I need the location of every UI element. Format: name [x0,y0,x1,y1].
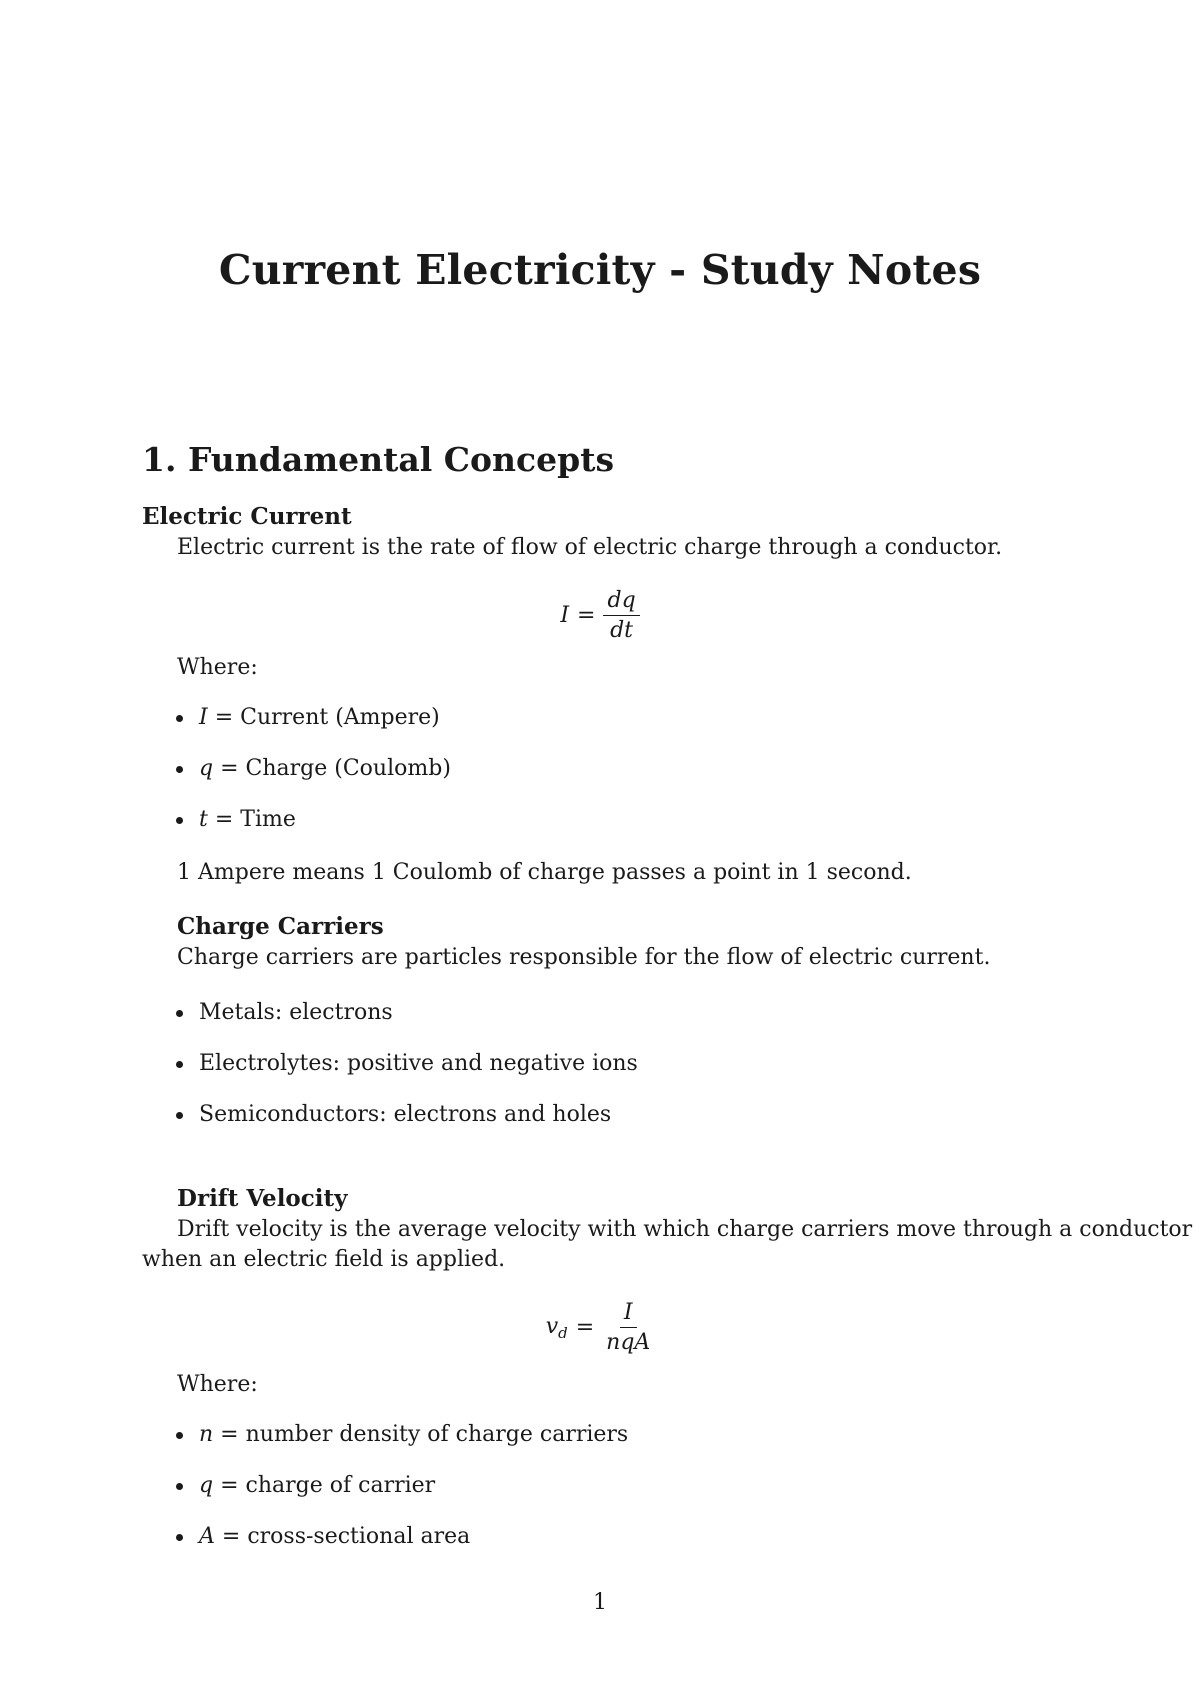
drift-variables-list [176,1420,628,1573]
drift-velocity-definition-line2: when an electric field is applied. [142,1247,506,1272]
electric-current-definition: Electric current is the rate of flow of electric charge through a conductor. [177,535,1003,560]
variable-meaning: number density of charge carriers [245,1422,629,1447]
formula-lhs [546,1314,568,1342]
variable-equals: = [214,807,234,832]
bullet-icon [176,715,183,722]
variable-meaning: charge of carrier [245,1473,436,1498]
carrier-item-text: Metals: electrons [199,1000,393,1025]
ampere-note: 1 Ampere means 1 Coulomb of charge passes a point in 1 second. [177,860,912,885]
bullet-icon [176,766,183,773]
variable-meaning: Time [240,807,296,832]
bullet-icon [176,1010,183,1017]
where-label: Where: [177,655,258,680]
formula-fraction [603,588,639,643]
variable-symbol: A [199,1524,215,1549]
variable-meaning: cross-sectional area [247,1524,471,1549]
list-item [176,703,451,754]
variable-symbol: t [199,807,208,832]
list-item [176,1471,628,1522]
bullet-icon [176,817,183,824]
where-label: Where: [177,1372,258,1397]
charge-carriers-heading: Charge Carriers [177,913,384,940]
charge-carriers-list [176,998,638,1151]
variable-symbol: q [199,1473,214,1498]
bullet-icon [176,1112,183,1119]
list-item [176,1100,638,1151]
formula-equals: = [575,1315,595,1340]
variable-meaning: Charge (Coulomb) [245,756,451,781]
page-number: 1 [593,1590,607,1615]
electric-current-heading: Electric Current [142,503,352,530]
variable-equals: = [220,1422,239,1447]
carrier-item-text: Electrolytes: positive and negative ions [199,1051,638,1076]
list-item [176,754,451,805]
list-item [176,1522,628,1573]
current-formula [0,588,1200,643]
bullet-icon [176,1534,183,1541]
bullet-icon [176,1061,183,1068]
list-item [176,998,638,1049]
list-item [176,1420,628,1471]
formula-numerator: dq [603,588,639,616]
variable-symbol: I [199,705,208,730]
variable-equals: = [214,705,234,730]
formula-lhs-symbol: v [545,1313,559,1339]
drift-velocity-formula [0,1300,1200,1355]
bullet-icon [176,1432,183,1439]
carrier-item-text: Semiconductors: electrons and holes [199,1102,612,1127]
formula-denominator: dt [610,618,634,643]
list-item [176,805,451,856]
formula-numerator: I [620,1300,637,1328]
bullet-icon [176,1483,183,1490]
drift-velocity-heading: Drift Velocity [177,1185,348,1212]
variable-meaning: Current (Ampere) [240,705,440,730]
drift-velocity-definition-line1: Drift velocity is the average velocity with which charge carriers move through a conductor [177,1217,1193,1242]
variable-symbol: n [199,1422,214,1447]
charge-carriers-definition: Charge carriers are particles responsible for the flow of electric current. [177,945,991,970]
variable-equals: = [220,1473,239,1498]
section-heading: 1. Fundamental Concepts [142,440,615,479]
current-variables-list [176,703,451,856]
formula-lhs: I [560,603,570,628]
formula-fraction [602,1300,654,1355]
formula-lhs-subscript: d [558,1323,568,1342]
variable-equals: = [221,1524,241,1549]
formula-equals: = [577,603,596,628]
variable-symbol: q [199,756,214,781]
formula-denominator: nqA [606,1330,651,1355]
variable-equals: = [220,756,239,781]
document-title: Current Electricity - Study Notes [218,246,982,294]
list-item [176,1049,638,1100]
